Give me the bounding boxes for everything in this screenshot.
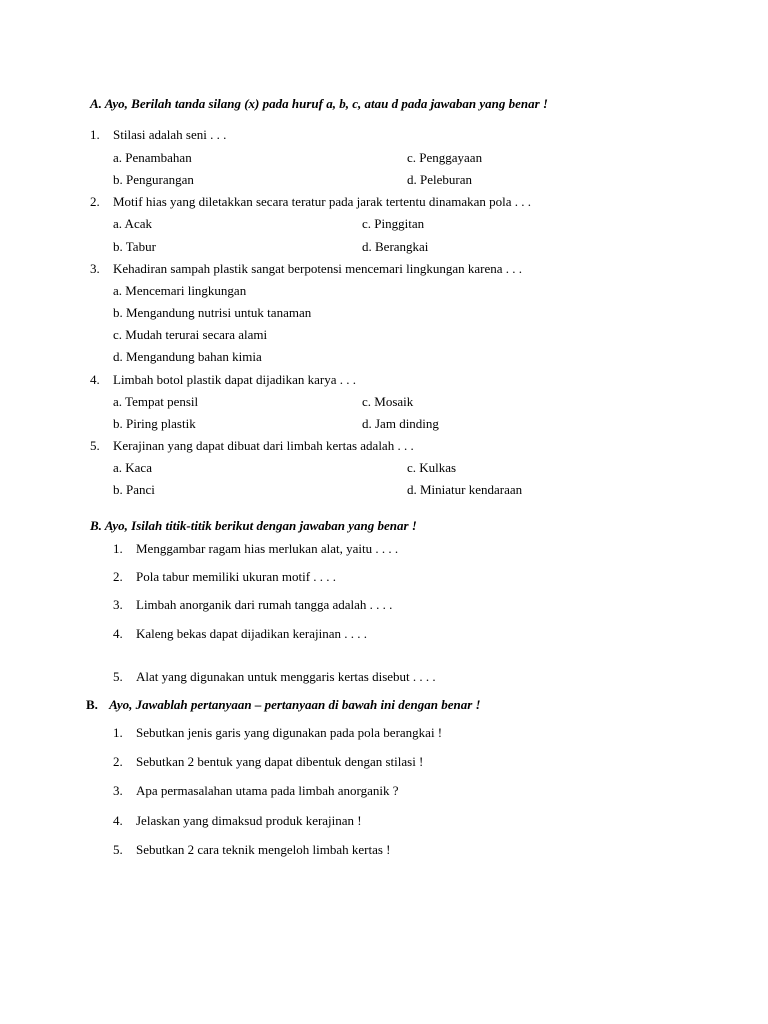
question-5-text: Kerajinan yang dapat dibuat dari limbah kertas adalah . . . <box>113 438 414 453</box>
question-4-option-c[interactable]: c. Mosaik <box>362 394 414 409</box>
essay-item-4-number: 4. <box>113 813 123 828</box>
question-3-option-a[interactable]: a. Mencemari lingkungan <box>113 283 247 298</box>
essay-item-4-text: Jelaskan yang dimaksud produk kerajinan ! <box>136 813 362 828</box>
section-b-heading: B. Ayo, Isilah titik-titik berikut dengan jawaban yang benar ! <box>90 518 417 533</box>
question-3-number: 3. <box>90 261 100 276</box>
essay-item-5-number: 5. <box>113 842 123 857</box>
question-5-option-d[interactable]: d. Miniatur kendaraan <box>407 482 523 497</box>
question-5-option-c[interactable]: c. Kulkas <box>407 460 457 475</box>
question-2-option-d[interactable]: d. Berangkai <box>362 239 429 254</box>
essay-item-1-number: 1. <box>113 725 123 740</box>
section-a-heading: A. Ayo, Berilah tanda silang (x) pada huruf a, b, c, atau d pada jawaban yang benar ! <box>90 96 548 111</box>
fill-item-4-text: Kaleng bekas dapat dijadikan kerajinan . . . . <box>136 626 368 641</box>
fill-item-5-text: Alat yang digunakan untuk menggaris kertas disebut . . . . <box>136 669 436 684</box>
question-2-text: Motif hias yang diletakkan secara teratur pada jarak tertentu dinamakan pola . . . <box>113 194 531 209</box>
essay-item-3-number: 3. <box>113 783 123 798</box>
section-c-heading-text: Ayo, Jawablah pertanyaan – pertanyaan di bawah ini dengan benar ! <box>109 697 481 712</box>
fill-item-5-number: 5. <box>113 669 123 684</box>
question-3-option-c[interactable]: c. Mudah terurai secara alami <box>113 327 268 342</box>
essay-item-2-text: Sebutkan 2 bentuk yang dapat dibentuk dengan stilasi ! <box>136 754 424 769</box>
fill-item-3-text: Limbah anorganik dari rumah tangga adalah . . . . <box>136 597 393 612</box>
question-2-option-a[interactable]: a. Acak <box>113 216 152 231</box>
fill-item-1-text: Menggambar ragam hias merlukan alat, yaitu . . . . <box>136 541 399 556</box>
question-4-option-d[interactable]: d. Jam dinding <box>362 416 439 431</box>
essay-item-5-text: Sebutkan 2 cara teknik mengeloh limbah kertas ! <box>136 842 391 857</box>
question-4-text: Limbah botol plastik dapat dijadikan karya . . . <box>113 372 356 387</box>
fill-item-4-number: 4. <box>113 626 123 641</box>
question-2-option-c[interactable]: c. Pinggitan <box>362 216 425 231</box>
question-1-option-a[interactable]: a. Penambahan <box>113 150 192 165</box>
question-4-option-b[interactable]: b. Piring plastik <box>113 416 196 431</box>
section-c-heading-letter: B. <box>86 697 98 712</box>
question-4-number: 4. <box>90 372 100 387</box>
question-1-option-d[interactable]: d. Peleburan <box>407 172 472 187</box>
fill-item-2-text: Pola tabur memiliki ukuran motif . . . . <box>136 569 337 584</box>
question-1-option-b[interactable]: b. Pengurangan <box>113 172 194 187</box>
question-1-number: 1. <box>90 127 100 142</box>
question-5-option-b[interactable]: b. Panci <box>113 482 155 497</box>
fill-item-2-number: 2. <box>113 569 123 584</box>
essay-item-1-text: Sebutkan jenis garis yang digunakan pada pola berangkai ! <box>136 725 443 740</box>
question-5-option-a[interactable]: a. Kaca <box>113 460 152 475</box>
question-2-number: 2. <box>90 194 100 209</box>
question-5-number: 5. <box>90 438 100 453</box>
question-2-option-b[interactable]: b. Tabur <box>113 239 156 254</box>
section-c-heading <box>86 698 481 711</box>
fill-item-1-number: 1. <box>113 541 123 556</box>
essay-item-2-number: 2. <box>113 754 123 769</box>
question-3-text: Kehadiran sampah plastik sangat berpotensi mencemari lingkungan karena . . . <box>113 261 523 276</box>
fill-item-3-number: 3. <box>113 597 123 612</box>
essay-item-3-text: Apa permasalahan utama pada limbah anorganik ? <box>136 783 399 798</box>
question-3-option-b[interactable]: b. Mengandung nutrisi untuk tanaman <box>113 305 312 320</box>
question-3-option-d[interactable]: d. Mengandung bahan kimia <box>113 349 262 364</box>
question-1-option-c[interactable]: c. Penggayaan <box>407 150 483 165</box>
question-1-text: Stilasi adalah seni . . . <box>113 127 227 142</box>
question-4-option-a[interactable]: a. Tempat pensil <box>113 394 199 409</box>
